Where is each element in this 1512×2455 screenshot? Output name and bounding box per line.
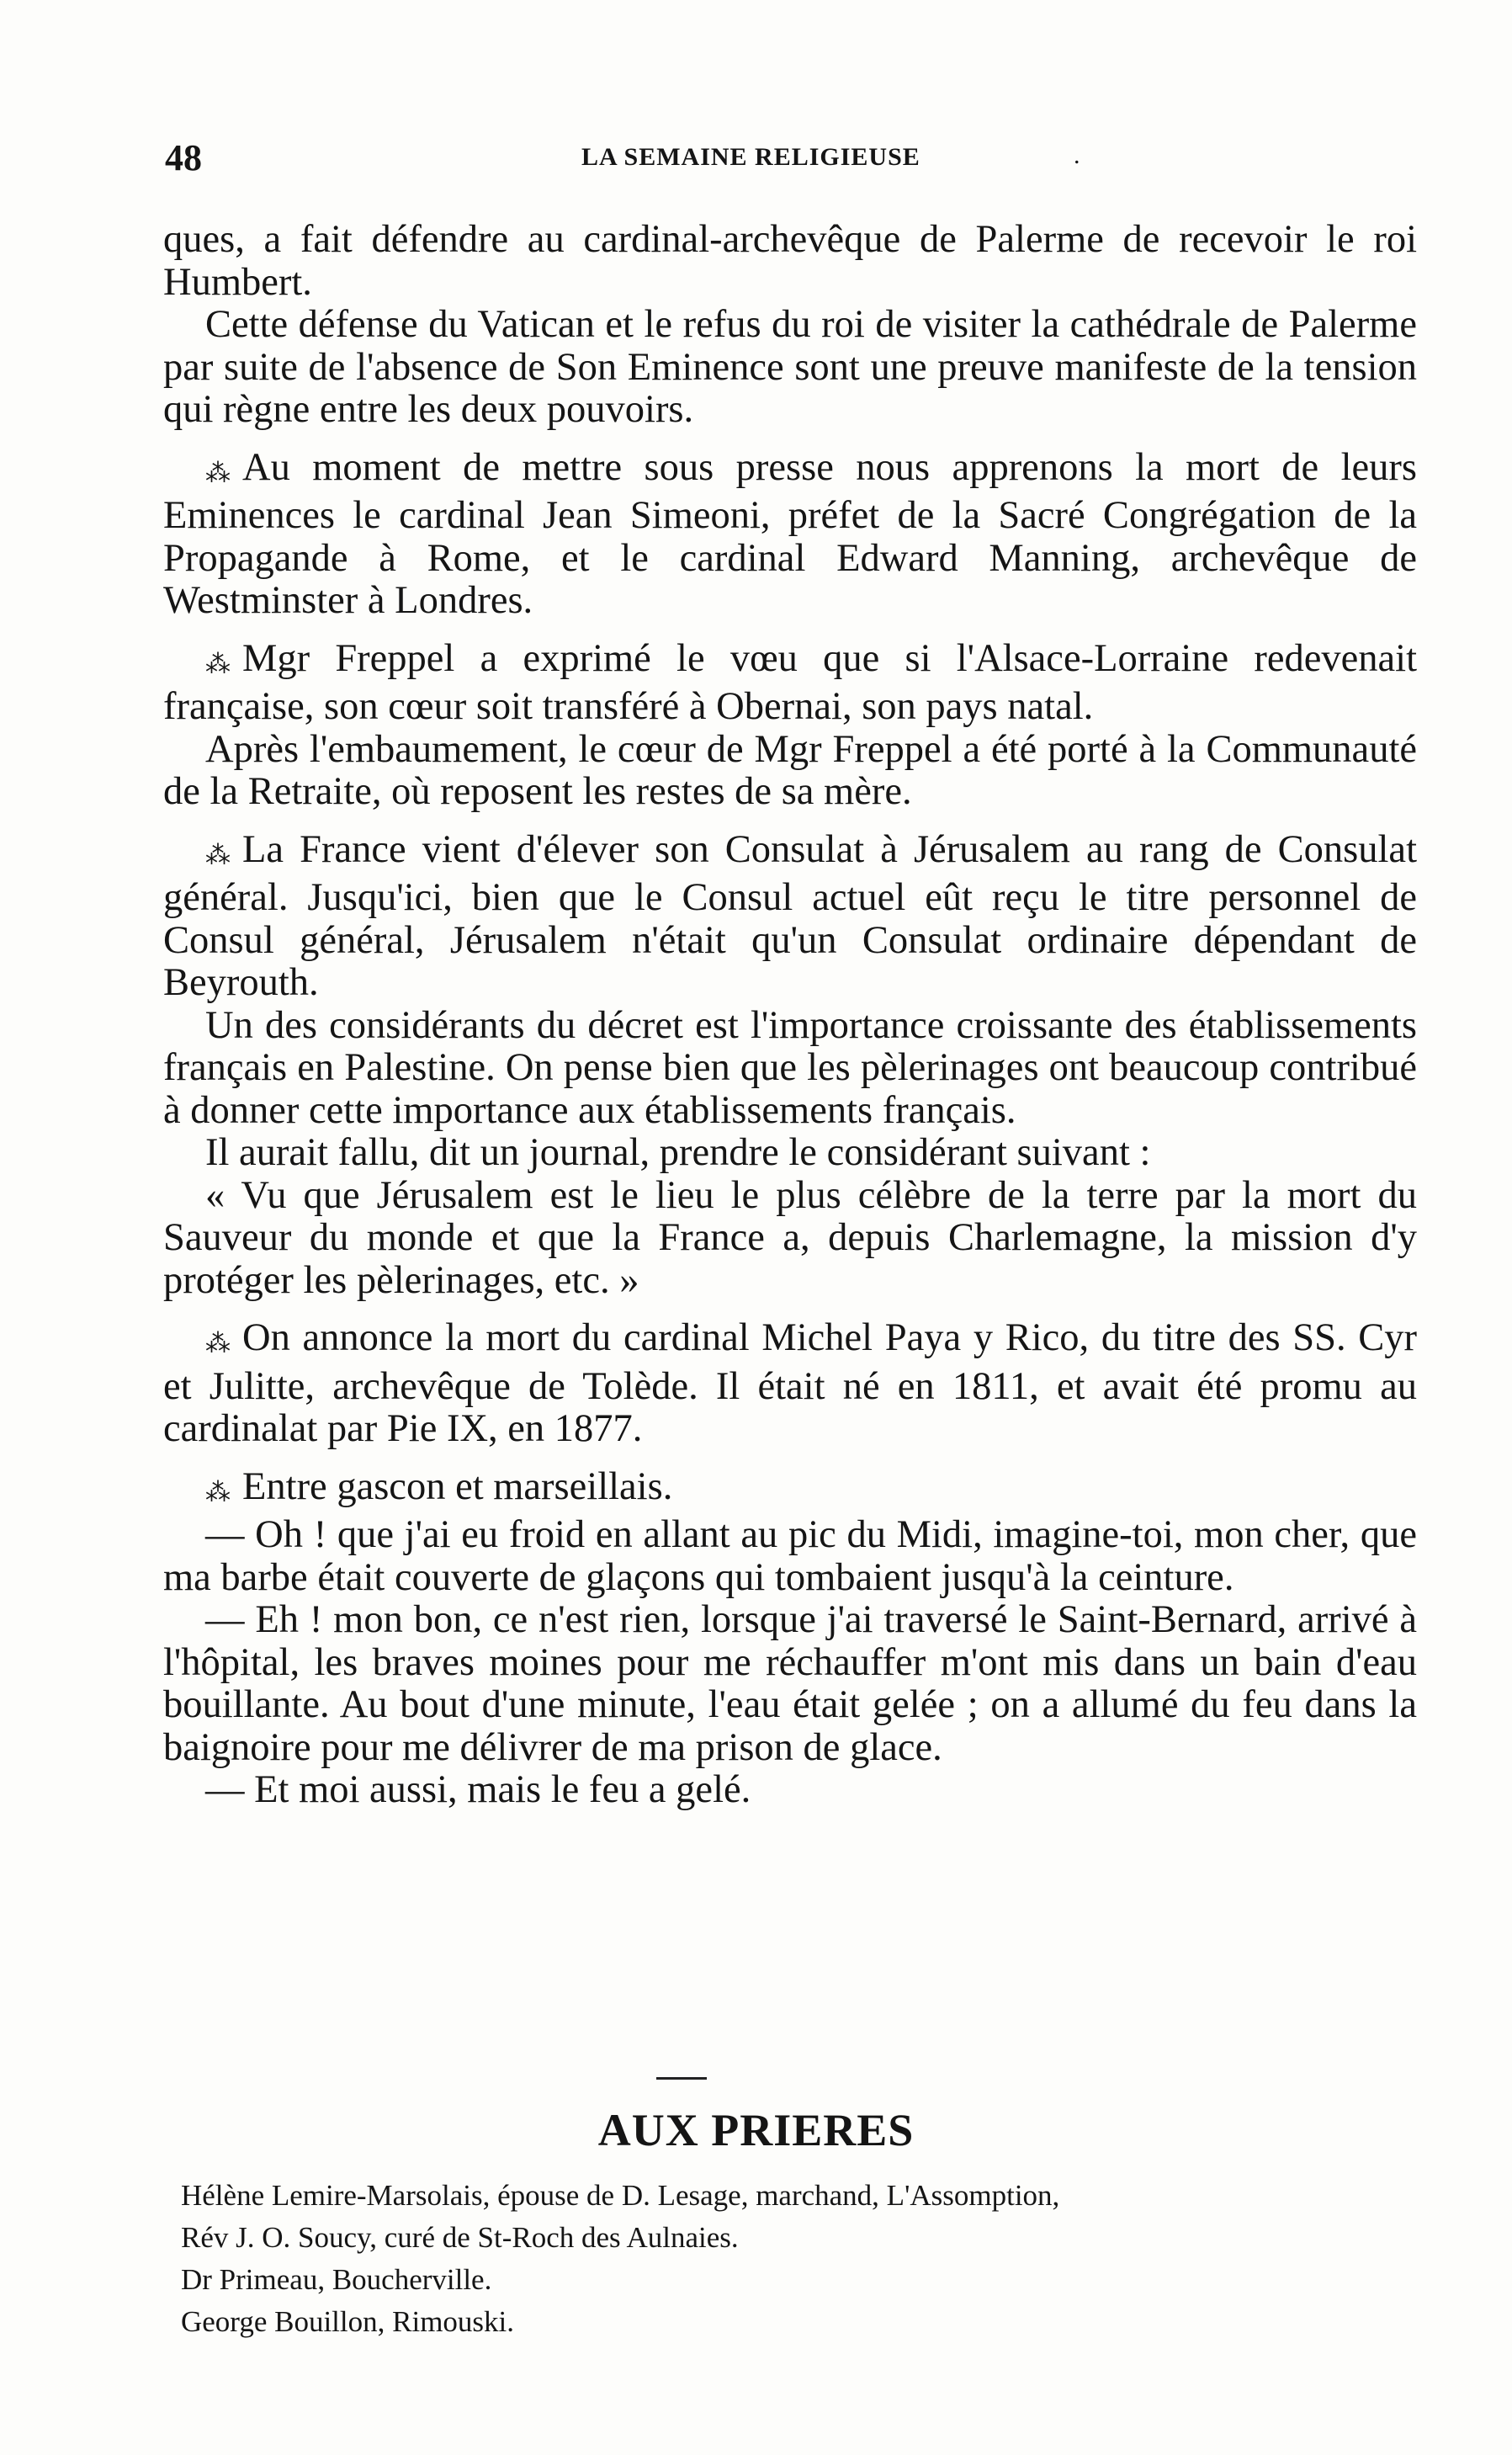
article-body <box>163 219 1417 1812</box>
paragraph-continuation <box>163 219 1417 304</box>
news-item <box>163 1466 1417 1515</box>
dialogue-line <box>163 1769 1417 1812</box>
dialogue-line <box>163 1514 1417 1599</box>
prayer-list <box>181 2175 1418 2343</box>
page-number: 48 <box>165 137 202 178</box>
list-item: George Bouillon, Rimouski. <box>181 2305 515 2338</box>
asterism-icon: ⁂ <box>205 1478 231 1506</box>
section-divider <box>656 2077 707 2080</box>
paragraph-text: — Et moi aussi, mais le feu a gelé. <box>205 1768 751 1811</box>
header-dot: . <box>1074 141 1080 169</box>
news-item <box>163 447 1417 623</box>
paragraph-text: Après l'embaumement, le cœur de Mgr Freppel a été porté à la Communauté de la Retraite, où reposent les restes de sa mère. <box>163 727 1417 813</box>
page-header <box>165 136 1410 187</box>
paragraph-text: Cette défense du Vatican et le refus du roi de visiter la cathédrale de Palerme par suite de l'absence de Son Eminence sont une preuve manifeste de la tension qui règne entre les deux pouvoirs. <box>163 303 1417 431</box>
asterism-icon: ⁂ <box>205 841 231 869</box>
paragraph <box>163 729 1417 814</box>
paragraph <box>163 1132 1417 1175</box>
paragraph-text: — Eh ! mon bon, ce n'est rien, lorsque j'ai traversé le Saint-Bernard, arrivé à l'hôpital, les braves moines pour me réchauffer m'ont mis dans un bain d'eau bouillante. Au bout d'une minute, l'eau était gelée ; on a allumé du feu dans la baignoire pour me délivrer de ma prison de glace. <box>163 1598 1417 1769</box>
paragraph-text: Entre gascon et marseillais. <box>242 1464 673 1508</box>
paragraph-text: — Oh ! que j'ai eu froid en allant au pic du Midi, imagine-toi, mon cher, que ma barbe était couverte de glaçons qui tombaient jusqu'à la ceinture. <box>163 1513 1417 1599</box>
list-item: Dr Primeau, Boucherville. <box>181 2263 492 2296</box>
asterism-icon: ⁂ <box>205 1330 231 1358</box>
news-item <box>163 829 1417 1005</box>
quotation-paragraph <box>163 1175 1417 1303</box>
paragraph-text: Il aurait fallu, dit un journal, prendre le considérant suivant : <box>205 1131 1151 1174</box>
list-item: Hélène Lemire-Marsolais, épouse de D. Lesage, marchand, L'Assomption, <box>181 2179 1060 2212</box>
paragraph-text: On annonce la mort du cardinal Michel Paya y Rico, du titre des SS. Cyr et Julitte, archevêque de Tolède. Il était né en 1811, et avait été promu au cardinalat par Pie IX, en 1877. <box>163 1316 1417 1450</box>
paragraph <box>163 304 1417 432</box>
running-head: LA SEMAINE RELIGIEUSE <box>581 143 920 171</box>
paragraph-text: La France vient d'élever son Consulat à Jérusalem au rang de Consulat général. Jusqu'ici, bien que le Consul actuel eût reçu le titre personnel de Consul général, Jérusalem n'était qu'un Consulat ordinaire dépendant de Beyrouth. <box>163 827 1417 1004</box>
paragraph-text: Au moment de mettre sous presse nous apprenons la mort de leurs Eminences le cardinal Jean Simeoni, préfet de la Sacré Congrégation de la Propagande à Rome, et le cardinal Edward Manning, archevêque de Westminster à Londres. <box>163 445 1417 622</box>
asterism-icon: ⁂ <box>205 459 231 487</box>
news-item <box>163 1317 1417 1451</box>
paragraph-text: ques, a fait défendre au cardinal-archevêque de Palerme de recevoir le roi Humbert. <box>163 218 1417 304</box>
dialogue-line <box>163 1599 1417 1769</box>
paragraph-text: Un des considérants du décret est l'importance croissante des établissements français en Palestine. On pense bien que les pèlerinages ont beaucoup contribué à donner cette importance aux établissements français. <box>163 1003 1417 1132</box>
paragraph-text: « Vu que Jérusalem est le lieu le plus célèbre de la terre par la mort du Sauveur du monde et que la France a, depuis Charlemagne, la mission d'y protéger les pèlerinages, etc. » <box>163 1173 1417 1302</box>
asterism-icon: ⁂ <box>205 650 231 678</box>
paragraph-text: Mgr Freppel a exprimé le vœu que si l'Alsace-Lorraine redevenait française, son cœur soit transféré à Obernai, son pays natal. <box>163 636 1417 728</box>
news-item <box>163 638 1417 729</box>
list-item: Rév J. O. Soucy, curé de St-Roch des Aulnaies. <box>181 2221 739 2254</box>
section-title: AUX PRIERES <box>597 2105 915 2155</box>
paragraph <box>163 1005 1417 1133</box>
